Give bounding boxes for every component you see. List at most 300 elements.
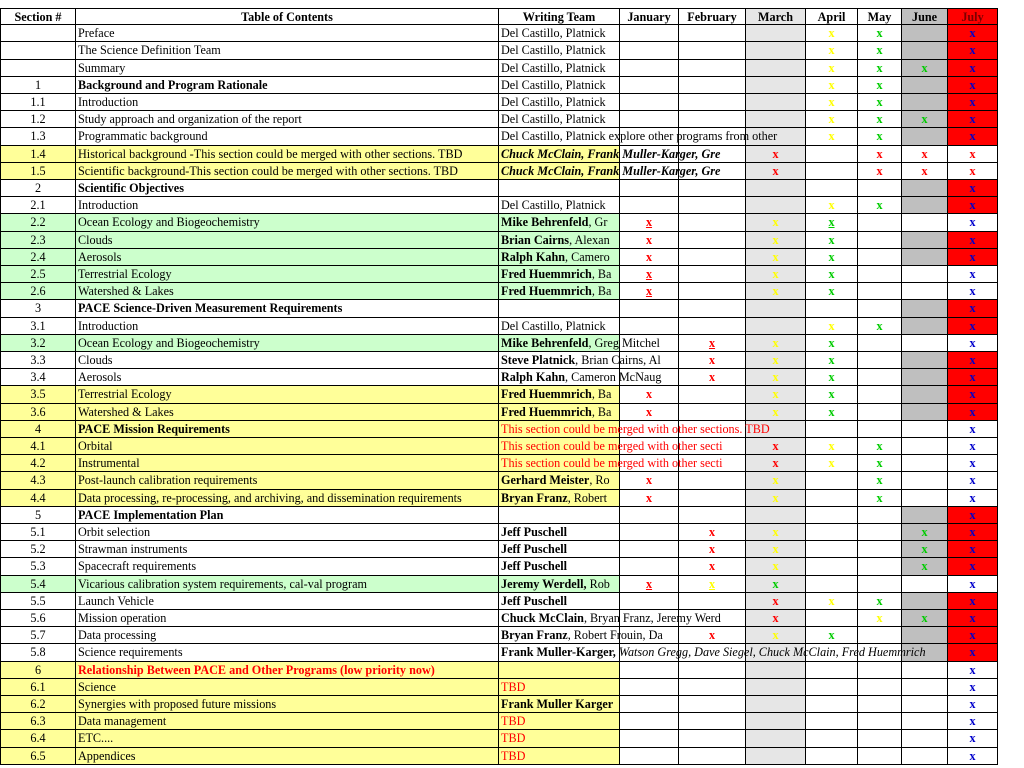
- month-cell-march[interactable]: [746, 60, 806, 77]
- month-cell-july[interactable]: [948, 541, 998, 558]
- month-cell-january[interactable]: [620, 404, 679, 421]
- toc-title-cell[interactable]: Science: [76, 679, 499, 696]
- month-cell-january[interactable]: [620, 576, 679, 593]
- month-cell-january[interactable]: [620, 524, 679, 541]
- month-cell-june[interactable]: [902, 490, 948, 507]
- toc-title-cell[interactable]: Strawman instruments: [76, 541, 499, 558]
- month-cell-june[interactable]: [902, 94, 948, 111]
- month-cell-february[interactable]: [679, 679, 746, 696]
- month-cell-july[interactable]: [948, 111, 998, 128]
- section-number-cell[interactable]: 1.5: [0, 163, 76, 180]
- month-cell-april[interactable]: [806, 249, 858, 266]
- month-cell-july[interactable]: [948, 696, 998, 713]
- month-cell-may[interactable]: [858, 524, 902, 541]
- month-cell-april[interactable]: [806, 662, 858, 679]
- month-cell-july[interactable]: [948, 730, 998, 747]
- month-cell-may[interactable]: [858, 128, 902, 145]
- writing-team-cell[interactable]: [499, 146, 721, 163]
- section-number-cell[interactable]: 5: [0, 507, 76, 524]
- writing-team-cell[interactable]: [499, 335, 660, 352]
- toc-title-cell[interactable]: Aerosols: [76, 369, 499, 386]
- month-cell-february[interactable]: [679, 283, 746, 300]
- toc-title-cell[interactable]: Post-launch calibration requirements: [76, 472, 499, 489]
- month-cell-june[interactable]: [902, 421, 948, 438]
- month-cell-march[interactable]: [746, 146, 806, 163]
- toc-title-cell[interactable]: Relationship Between PACE and Other Programs (low priority now): [76, 662, 499, 679]
- month-cell-june[interactable]: [902, 232, 948, 249]
- writing-team-cell[interactable]: [499, 421, 770, 438]
- month-cell-may[interactable]: [858, 696, 902, 713]
- month-cell-april[interactable]: [806, 369, 858, 386]
- month-cell-april[interactable]: [806, 593, 858, 610]
- month-cell-february[interactable]: [679, 318, 746, 335]
- header-toc[interactable]: Table of Contents: [76, 8, 499, 25]
- toc-title-cell[interactable]: Spacecraft requirements: [76, 558, 499, 575]
- month-cell-february[interactable]: [679, 300, 746, 317]
- section-number-cell[interactable]: 1: [0, 77, 76, 94]
- section-number-cell[interactable]: 3.3: [0, 352, 76, 369]
- toc-title-cell[interactable]: Appendices: [76, 748, 499, 765]
- month-cell-may[interactable]: [858, 283, 902, 300]
- month-cell-march[interactable]: [746, 25, 806, 42]
- month-cell-february[interactable]: [679, 94, 746, 111]
- toc-title-cell[interactable]: Study approach and organization of the report: [76, 111, 499, 128]
- writing-team-cell[interactable]: [499, 266, 620, 283]
- writing-team-cell[interactable]: [499, 610, 721, 627]
- writing-team-cell[interactable]: [499, 576, 620, 593]
- month-cell-june[interactable]: [902, 541, 948, 558]
- month-cell-march[interactable]: [746, 77, 806, 94]
- section-number-cell[interactable]: [0, 60, 76, 77]
- month-cell-july[interactable]: [948, 352, 998, 369]
- month-cell-june[interactable]: [902, 455, 948, 472]
- writing-team-cell[interactable]: [499, 386, 620, 403]
- month-cell-july[interactable]: [948, 679, 998, 696]
- month-cell-may[interactable]: [858, 60, 902, 77]
- month-cell-january[interactable]: [620, 318, 679, 335]
- month-cell-april[interactable]: [806, 455, 858, 472]
- month-cell-march[interactable]: [746, 111, 806, 128]
- month-cell-july[interactable]: [948, 421, 998, 438]
- section-number-cell[interactable]: 1.3: [0, 128, 76, 145]
- section-number-cell[interactable]: [0, 42, 76, 59]
- writing-team-cell[interactable]: [499, 524, 620, 541]
- month-cell-july[interactable]: [948, 128, 998, 145]
- writing-team-cell[interactable]: [499, 627, 663, 644]
- section-number-cell[interactable]: 5.1: [0, 524, 76, 541]
- month-cell-may[interactable]: [858, 541, 902, 558]
- month-cell-may[interactable]: [858, 490, 902, 507]
- month-cell-july[interactable]: [948, 558, 998, 575]
- month-cell-may[interactable]: [858, 111, 902, 128]
- month-cell-march[interactable]: [746, 576, 806, 593]
- header-team[interactable]: Writing Team: [499, 8, 620, 25]
- month-cell-february[interactable]: [679, 249, 746, 266]
- month-cell-may[interactable]: [858, 610, 902, 627]
- month-cell-july[interactable]: [948, 507, 998, 524]
- section-number-cell[interactable]: 5.3: [0, 558, 76, 575]
- writing-team-cell[interactable]: [499, 197, 620, 214]
- month-cell-march[interactable]: [746, 214, 806, 231]
- header-section[interactable]: Section #: [0, 8, 76, 25]
- month-cell-may[interactable]: [858, 197, 902, 214]
- writing-team-cell[interactable]: [499, 679, 620, 696]
- section-number-cell[interactable]: 2.5: [0, 266, 76, 283]
- toc-title-cell[interactable]: Data processing, re-processing, and archiving, and dissemination requirements: [76, 490, 499, 507]
- month-cell-july[interactable]: [948, 318, 998, 335]
- month-cell-april[interactable]: [806, 180, 858, 197]
- month-cell-february[interactable]: [679, 232, 746, 249]
- month-cell-march[interactable]: [746, 197, 806, 214]
- writing-team-cell[interactable]: [499, 249, 620, 266]
- toc-title-cell[interactable]: PACE Science-Driven Measurement Requirements: [76, 300, 499, 317]
- month-cell-may[interactable]: [858, 679, 902, 696]
- month-cell-february[interactable]: [679, 730, 746, 747]
- month-cell-june[interactable]: [902, 111, 948, 128]
- section-number-cell[interactable]: 6.4: [0, 730, 76, 747]
- month-cell-january[interactable]: [620, 77, 679, 94]
- toc-title-cell[interactable]: Science requirements: [76, 644, 499, 661]
- month-cell-march[interactable]: [746, 352, 806, 369]
- month-cell-june[interactable]: [902, 404, 948, 421]
- section-number-cell[interactable]: 6.3: [0, 713, 76, 730]
- month-cell-january[interactable]: [620, 713, 679, 730]
- month-cell-january[interactable]: [620, 94, 679, 111]
- writing-team-cell[interactable]: [499, 662, 620, 679]
- month-cell-june[interactable]: [902, 507, 948, 524]
- month-cell-june[interactable]: [902, 679, 948, 696]
- writing-team-cell[interactable]: [499, 644, 926, 661]
- month-cell-june[interactable]: [902, 146, 948, 163]
- month-cell-march[interactable]: [746, 610, 806, 627]
- toc-title-cell[interactable]: ETC....: [76, 730, 499, 747]
- toc-title-cell[interactable]: Data management: [76, 713, 499, 730]
- writing-team-cell[interactable]: [499, 283, 620, 300]
- month-cell-april[interactable]: [806, 300, 858, 317]
- header-march[interactable]: March: [746, 8, 806, 25]
- month-cell-february[interactable]: [679, 197, 746, 214]
- writing-team-cell[interactable]: [499, 455, 723, 472]
- header-may[interactable]: May: [858, 8, 902, 25]
- writing-team-cell[interactable]: [499, 25, 620, 42]
- month-cell-january[interactable]: [620, 730, 679, 747]
- month-cell-may[interactable]: [858, 438, 902, 455]
- month-cell-march[interactable]: [746, 249, 806, 266]
- month-cell-february[interactable]: [679, 180, 746, 197]
- month-cell-january[interactable]: [620, 662, 679, 679]
- month-cell-july[interactable]: [948, 748, 998, 765]
- month-cell-may[interactable]: [858, 507, 902, 524]
- month-cell-february[interactable]: [679, 593, 746, 610]
- month-cell-january[interactable]: [620, 541, 679, 558]
- month-cell-july[interactable]: [948, 404, 998, 421]
- month-cell-february[interactable]: [679, 524, 746, 541]
- month-cell-march[interactable]: [746, 662, 806, 679]
- month-cell-february[interactable]: [679, 42, 746, 59]
- section-number-cell[interactable]: [0, 25, 76, 42]
- month-cell-july[interactable]: [948, 593, 998, 610]
- month-cell-april[interactable]: [806, 713, 858, 730]
- month-cell-july[interactable]: [948, 77, 998, 94]
- month-cell-january[interactable]: [620, 386, 679, 403]
- toc-title-cell[interactable]: Summary: [76, 60, 499, 77]
- toc-title-cell[interactable]: PACE Implementation Plan: [76, 507, 499, 524]
- month-cell-july[interactable]: [948, 42, 998, 59]
- month-cell-june[interactable]: [902, 197, 948, 214]
- month-cell-may[interactable]: [858, 472, 902, 489]
- section-number-cell[interactable]: 4.1: [0, 438, 76, 455]
- section-number-cell[interactable]: 5.2: [0, 541, 76, 558]
- month-cell-february[interactable]: [679, 60, 746, 77]
- month-cell-january[interactable]: [620, 472, 679, 489]
- month-cell-may[interactable]: [858, 180, 902, 197]
- month-cell-january[interactable]: [620, 197, 679, 214]
- writing-team-cell[interactable]: [499, 558, 620, 575]
- month-cell-march[interactable]: [746, 679, 806, 696]
- month-cell-april[interactable]: [806, 472, 858, 489]
- month-cell-may[interactable]: [858, 232, 902, 249]
- month-cell-february[interactable]: [679, 111, 746, 128]
- month-cell-july[interactable]: [948, 60, 998, 77]
- month-cell-june[interactable]: [902, 42, 948, 59]
- month-cell-april[interactable]: [806, 421, 858, 438]
- section-number-cell[interactable]: 6.1: [0, 679, 76, 696]
- month-cell-april[interactable]: [806, 283, 858, 300]
- month-cell-march[interactable]: [746, 627, 806, 644]
- section-number-cell[interactable]: 5.4: [0, 576, 76, 593]
- toc-title-cell[interactable]: The Science Definition Team: [76, 42, 499, 59]
- month-cell-march[interactable]: [746, 283, 806, 300]
- toc-title-cell[interactable]: Data processing: [76, 627, 499, 644]
- month-cell-may[interactable]: [858, 214, 902, 231]
- month-cell-april[interactable]: [806, 610, 858, 627]
- writing-team-cell[interactable]: [499, 696, 620, 713]
- month-cell-january[interactable]: [620, 42, 679, 59]
- month-cell-july[interactable]: [948, 662, 998, 679]
- month-cell-january[interactable]: [620, 490, 679, 507]
- month-cell-june[interactable]: [902, 558, 948, 575]
- month-cell-june[interactable]: [902, 249, 948, 266]
- toc-title-cell[interactable]: Clouds: [76, 352, 499, 369]
- month-cell-june[interactable]: [902, 77, 948, 94]
- month-cell-july[interactable]: [948, 610, 998, 627]
- month-cell-may[interactable]: [858, 42, 902, 59]
- month-cell-january[interactable]: [620, 60, 679, 77]
- writing-team-cell[interactable]: [499, 438, 723, 455]
- month-cell-march[interactable]: [746, 318, 806, 335]
- month-cell-february[interactable]: [679, 335, 746, 352]
- section-number-cell[interactable]: 2.3: [0, 232, 76, 249]
- month-cell-june[interactable]: [902, 438, 948, 455]
- month-cell-april[interactable]: [806, 42, 858, 59]
- month-cell-june[interactable]: [902, 352, 948, 369]
- month-cell-july[interactable]: [948, 472, 998, 489]
- month-cell-july[interactable]: [948, 197, 998, 214]
- month-cell-may[interactable]: [858, 369, 902, 386]
- month-cell-may[interactable]: [858, 300, 902, 317]
- month-cell-january[interactable]: [620, 283, 679, 300]
- month-cell-january[interactable]: [620, 232, 679, 249]
- toc-title-cell[interactable]: Introduction: [76, 318, 499, 335]
- month-cell-may[interactable]: [858, 576, 902, 593]
- month-cell-april[interactable]: [806, 490, 858, 507]
- month-cell-july[interactable]: [948, 180, 998, 197]
- section-number-cell[interactable]: 3.4: [0, 369, 76, 386]
- month-cell-april[interactable]: [806, 25, 858, 42]
- header-february[interactable]: February: [679, 8, 746, 25]
- month-cell-april[interactable]: [806, 335, 858, 352]
- month-cell-february[interactable]: [679, 214, 746, 231]
- month-cell-july[interactable]: [948, 455, 998, 472]
- writing-team-cell[interactable]: [499, 60, 620, 77]
- month-cell-june[interactable]: [902, 369, 948, 386]
- month-cell-may[interactable]: [858, 94, 902, 111]
- section-number-cell[interactable]: 2.6: [0, 283, 76, 300]
- month-cell-march[interactable]: [746, 180, 806, 197]
- month-cell-june[interactable]: [902, 730, 948, 747]
- month-cell-january[interactable]: [620, 266, 679, 283]
- month-cell-april[interactable]: [806, 214, 858, 231]
- toc-title-cell[interactable]: Preface: [76, 25, 499, 42]
- writing-team-cell[interactable]: [499, 593, 620, 610]
- month-cell-april[interactable]: [806, 197, 858, 214]
- toc-title-cell[interactable]: Historical background -This section could be merged with other sections. TBD: [76, 146, 499, 163]
- month-cell-march[interactable]: [746, 507, 806, 524]
- month-cell-january[interactable]: [620, 558, 679, 575]
- month-cell-july[interactable]: [948, 335, 998, 352]
- section-number-cell[interactable]: 1.1: [0, 94, 76, 111]
- month-cell-may[interactable]: [858, 77, 902, 94]
- month-cell-june[interactable]: [902, 318, 948, 335]
- month-cell-march[interactable]: [746, 300, 806, 317]
- month-cell-april[interactable]: [806, 352, 858, 369]
- month-cell-march[interactable]: [746, 472, 806, 489]
- header-july[interactable]: July: [948, 8, 998, 25]
- writing-team-cell[interactable]: [499, 128, 778, 145]
- month-cell-june[interactable]: [902, 128, 948, 145]
- month-cell-june[interactable]: [902, 25, 948, 42]
- month-cell-may[interactable]: [858, 386, 902, 403]
- writing-team-cell[interactable]: [499, 713, 620, 730]
- toc-title-cell[interactable]: Synergies with proposed future missions: [76, 696, 499, 713]
- month-cell-march[interactable]: [746, 490, 806, 507]
- section-number-cell[interactable]: 3.2: [0, 335, 76, 352]
- month-cell-may[interactable]: [858, 558, 902, 575]
- writing-team-cell[interactable]: [499, 472, 620, 489]
- month-cell-april[interactable]: [806, 438, 858, 455]
- month-cell-july[interactable]: [948, 266, 998, 283]
- writing-team-cell[interactable]: [499, 748, 620, 765]
- month-cell-february[interactable]: [679, 558, 746, 575]
- month-cell-february[interactable]: [679, 576, 746, 593]
- header-april[interactable]: April: [806, 8, 858, 25]
- month-cell-july[interactable]: [948, 300, 998, 317]
- month-cell-march[interactable]: [746, 713, 806, 730]
- toc-title-cell[interactable]: Orbit selection: [76, 524, 499, 541]
- month-cell-february[interactable]: [679, 541, 746, 558]
- month-cell-february[interactable]: [679, 627, 746, 644]
- month-cell-june[interactable]: [902, 748, 948, 765]
- section-number-cell[interactable]: 5.8: [0, 644, 76, 661]
- month-cell-july[interactable]: [948, 94, 998, 111]
- month-cell-july[interactable]: [948, 249, 998, 266]
- month-cell-april[interactable]: [806, 576, 858, 593]
- month-cell-june[interactable]: [902, 335, 948, 352]
- toc-title-cell[interactable]: Ocean Ecology and Biogeochemistry: [76, 214, 499, 231]
- month-cell-june[interactable]: [902, 627, 948, 644]
- month-cell-february[interactable]: [679, 748, 746, 765]
- section-number-cell[interactable]: 1.4: [0, 146, 76, 163]
- month-cell-february[interactable]: [679, 404, 746, 421]
- month-cell-march[interactable]: [746, 232, 806, 249]
- month-cell-june[interactable]: [902, 472, 948, 489]
- month-cell-june[interactable]: [902, 524, 948, 541]
- month-cell-july[interactable]: [948, 232, 998, 249]
- month-cell-july[interactable]: [948, 644, 998, 661]
- month-cell-january[interactable]: [620, 300, 679, 317]
- writing-team-cell[interactable]: [499, 111, 620, 128]
- toc-title-cell[interactable]: Orbital: [76, 438, 499, 455]
- month-cell-june[interactable]: [902, 696, 948, 713]
- month-cell-july[interactable]: [948, 386, 998, 403]
- month-cell-july[interactable]: [948, 627, 998, 644]
- section-number-cell[interactable]: 3.5: [0, 386, 76, 403]
- section-number-cell[interactable]: 6.5: [0, 748, 76, 765]
- month-cell-april[interactable]: [806, 60, 858, 77]
- section-number-cell[interactable]: 2.4: [0, 249, 76, 266]
- writing-team-cell[interactable]: [499, 490, 620, 507]
- writing-team-cell[interactable]: [499, 369, 662, 386]
- month-cell-february[interactable]: [679, 713, 746, 730]
- month-cell-july[interactable]: [948, 576, 998, 593]
- month-cell-july[interactable]: [948, 524, 998, 541]
- toc-title-cell[interactable]: Launch Vehicle: [76, 593, 499, 610]
- month-cell-may[interactable]: [858, 662, 902, 679]
- month-cell-march[interactable]: [746, 386, 806, 403]
- month-cell-january[interactable]: [620, 25, 679, 42]
- month-cell-may[interactable]: [858, 249, 902, 266]
- writing-team-cell[interactable]: [499, 352, 661, 369]
- writing-team-cell[interactable]: [499, 214, 620, 231]
- month-cell-may[interactable]: [858, 146, 902, 163]
- month-cell-february[interactable]: [679, 386, 746, 403]
- month-cell-may[interactable]: [858, 627, 902, 644]
- month-cell-july[interactable]: [948, 163, 998, 180]
- toc-title-cell[interactable]: Scientific background-This section could be merged with other sections. TBD: [76, 163, 499, 180]
- month-cell-july[interactable]: [948, 214, 998, 231]
- month-cell-march[interactable]: [746, 404, 806, 421]
- month-cell-march[interactable]: [746, 438, 806, 455]
- toc-title-cell[interactable]: PACE Mission Requirements: [76, 421, 499, 438]
- toc-title-cell[interactable]: Aerosols: [76, 249, 499, 266]
- month-cell-march[interactable]: [746, 541, 806, 558]
- month-cell-january[interactable]: [620, 507, 679, 524]
- month-cell-june[interactable]: [902, 283, 948, 300]
- month-cell-february[interactable]: [679, 369, 746, 386]
- section-number-cell[interactable]: 4: [0, 421, 76, 438]
- month-cell-may[interactable]: [858, 748, 902, 765]
- month-cell-march[interactable]: [746, 266, 806, 283]
- writing-team-cell[interactable]: [499, 541, 620, 558]
- month-cell-may[interactable]: [858, 730, 902, 747]
- month-cell-april[interactable]: [806, 266, 858, 283]
- month-cell-may[interactable]: [858, 163, 902, 180]
- toc-title-cell[interactable]: Mission operation: [76, 610, 499, 627]
- writing-team-cell[interactable]: [499, 404, 620, 421]
- header-june[interactable]: June: [902, 8, 948, 25]
- month-cell-january[interactable]: [620, 111, 679, 128]
- month-cell-april[interactable]: [806, 128, 858, 145]
